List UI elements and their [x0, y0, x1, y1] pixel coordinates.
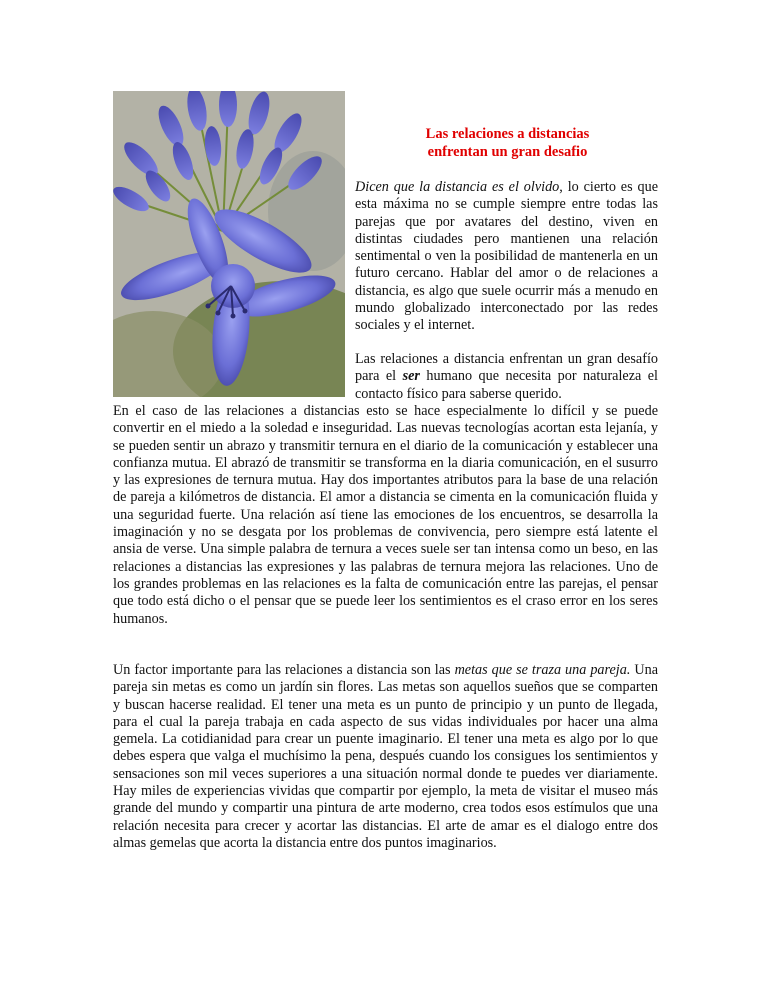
- paragraph-3-after: Una pareja sin metas es como un jardín sin flores. Las metas son aquellos sueños que se comparten y buscan hacerse realidad. El tener una meta es un punto de principio y un punto de llegada, para el cual la pareja trabaja en cada aspecto de sus vidas individuales por hacer una alma gemela. La cotidianidad para crear un puente imaginario. El tener una meta es algo por lo que debes espera que valga el muchísimo la pena, después cuando los consigues los sentimientos y sensaciones son mil veces superiores a una situación normal donde te puedes ver diariamente. Hay miles de experiencias vividas que compartir por ejemplo, la meta de visitar el museo más grande del mundo y compartir una pintura de arte moderno, crea todos esos estímulos que una relación necesita para crecer y acortar las distancias. El arte de amar es el dialogo entre dos almas gemelas que acorta la distancia entre dos puntos imaginarios.: [113, 662, 659, 851]
- paragraph-1-italic-lead: Dicen que la distancia es el olvido: [355, 179, 560, 195]
- paragraph-1-text: , lo cierto es que esta máxima no se cumple siempre entre todas las parejas que por avatares del destino, viven en distintas ciudades pero mantienen una relación sentimental o ven la posibilidad de mantenerla en un futuro cercano. Hablar del amor o de relaciones a distancia, es algo que suele ocurrir más a menudo en mundo globalizado interconectado por las redes sociales y el internet.: [355, 179, 658, 334]
- title-line-2: enfrentan un gran desafio: [427, 144, 588, 160]
- agapanthus-flower-photo: [113, 91, 345, 397]
- paragraph-2-intro: [355, 351, 658, 403]
- paragraph-2-emphasis: ser: [402, 368, 420, 385]
- flower-illustration: [113, 91, 345, 397]
- title-line-1: Las relaciones a distancias: [425, 126, 590, 142]
- paragraph-3: [113, 662, 658, 852]
- article-title: [355, 125, 660, 161]
- paragraph-2-continuation: En el caso de las relaciones a distancias esto se hace especialmente lo difícil y se puede convertir en el miedo a la soledad e inseguridad. Las nuevas tecnologías acortan esta lejanía, y se pueden sentir un abrazo y transmitir ternura en el diario de la comunicación y establecer una confianza mutua. El abrazó de transmitir se transforma en la diaria comunicación, en el susurro y las expresiones de ternura mutua. Hay dos importantes atributos para la base de una relación de pareja a kilómetros de distancia. El amor a distancia se cimenta en la comunicación fluida y una seguridad fuerte. Una relación así tiene las emociones de los encuentros, se desarrolla la imaginación y no se desgata por los problemas de convivencia, pero siempre está latente el ansia de verse. Una simple palabra de ternura a veces suele ser tan intensa como un beso, en las relaciones a distancias las expresiones y las palabras de ternura mejora las relaciones. Uno de los grandes problemas en las relaciones es la falta de comunicación entre las parejas, el pensar que todo está dicho o el pensar que se puede leer los sentimientos es el craso error en los seres humanos.: [113, 403, 658, 627]
- paragraph-1: [355, 179, 658, 335]
- paragraph-2-after: humano que necesita por naturaleza el contacto físico para saberse querido.: [355, 368, 658, 402]
- paragraph-3-emphasis: metas que se traza una pareja.: [454, 662, 631, 678]
- paragraph-2-before: Las relaciones a distancia enfrentan un gran desafío para el: [355, 351, 658, 385]
- paragraph-3-before: Un factor importante para las relaciones a distancia son las: [113, 662, 455, 678]
